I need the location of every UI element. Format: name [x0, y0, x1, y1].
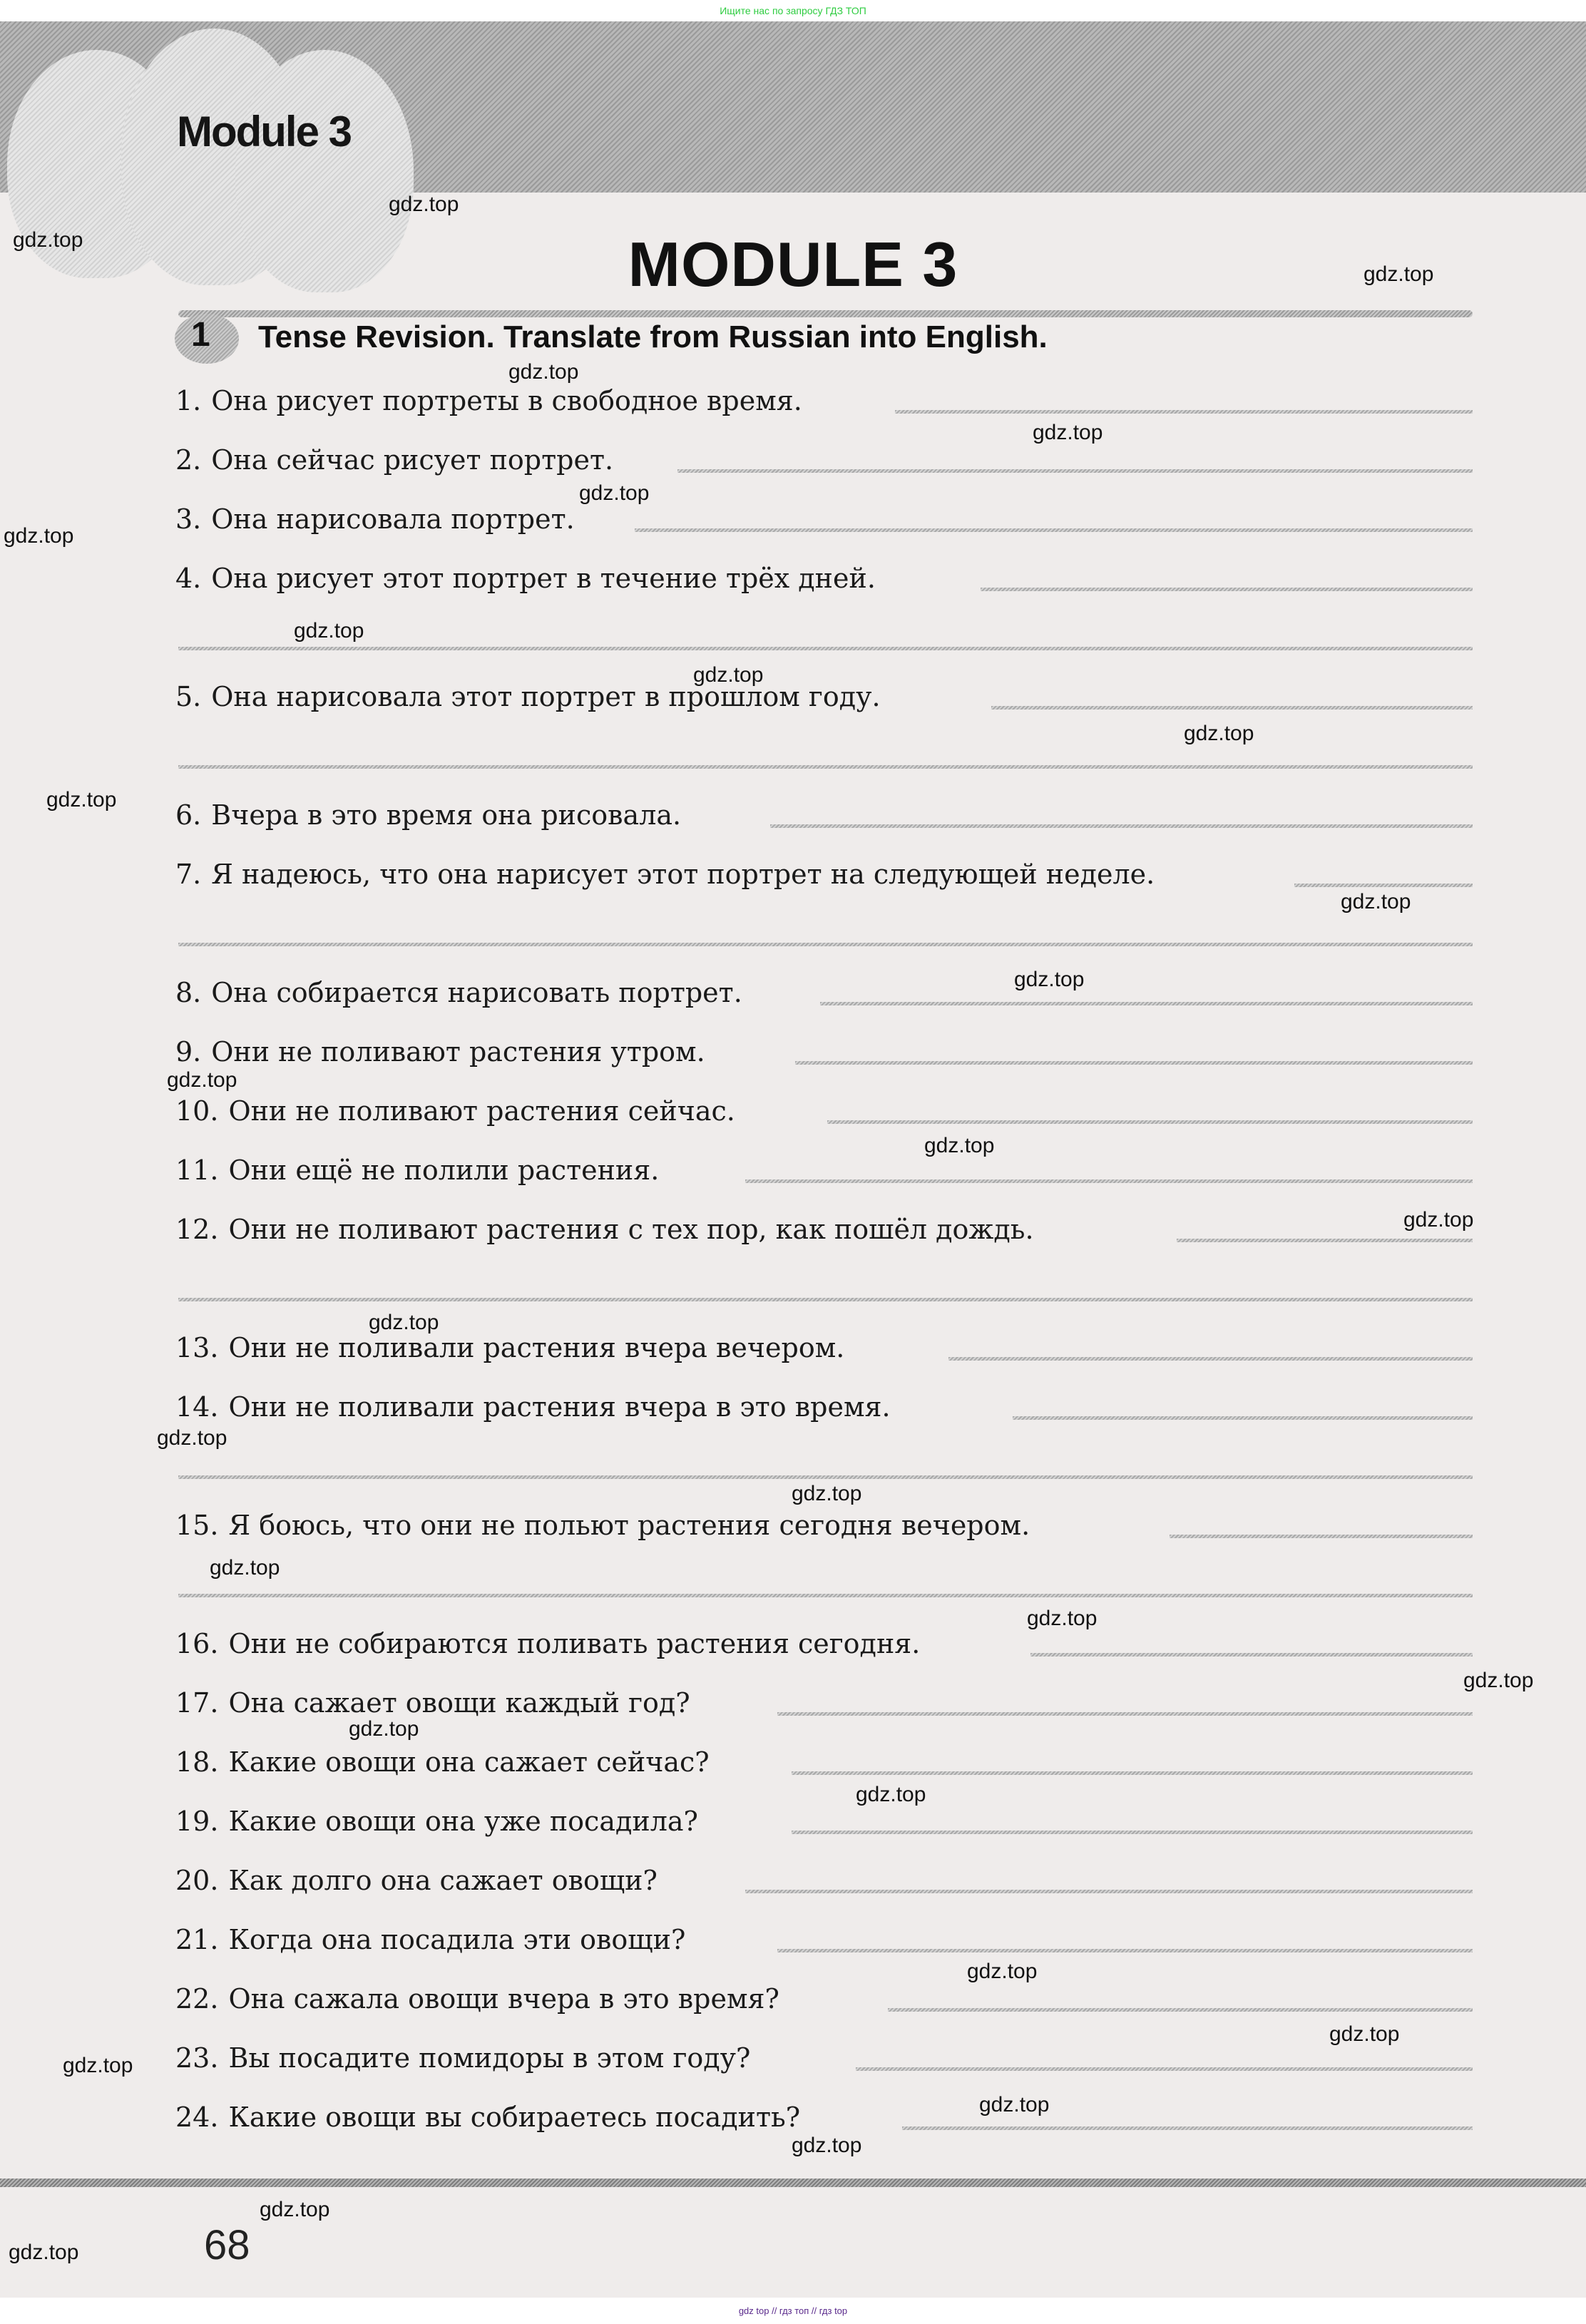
answer-line[interactable]	[792, 1771, 1473, 1775]
watermark: gdz.top	[389, 193, 459, 216]
item-text: Она собирается нарисовать портрет.	[211, 977, 742, 1008]
watermark: gdz.top	[157, 1426, 227, 1450]
watermark: gdz.top	[260, 2198, 330, 2221]
exercise-item: 2. Она сейчас рисует портрет.	[175, 444, 614, 476]
exercise-item: 14. Они не поливали растения вчера в это время.	[175, 1391, 891, 1423]
answer-line[interactable]	[770, 824, 1473, 828]
exercise-item: 13. Они не поливали растения вчера вечером.	[175, 1332, 845, 1363]
exercise-item: 12. Они не поливают растения с тех пор, как пошёл дождь.	[175, 1214, 1034, 1245]
answer-line[interactable]	[1177, 1239, 1473, 1242]
answer-line[interactable]	[635, 528, 1473, 532]
item-text: Она нарисовала портрет.	[211, 503, 575, 535]
item-text: Они не поливали растения вчера в это время.	[228, 1391, 891, 1423]
exercise-item: 9. Они не поливают растения утром.	[175, 1036, 705, 1068]
watermark: gdz.top	[1027, 1607, 1098, 1630]
exercise-item: 18. Какие овощи она сажает сейчас?	[175, 1746, 710, 1778]
answer-line[interactable]	[1294, 884, 1473, 887]
watermark: gdz.top	[1463, 1669, 1534, 1692]
watermark: gdz.top	[46, 788, 117, 812]
exercise-item: 7. Я надеюсь, что она нарисует этот портрет на следующей неделе.	[175, 859, 1155, 890]
exercise-item: 1. Она рисует портреты в свободное время.	[175, 385, 802, 416]
exercise-item: 3. Она нарисовала портрет.	[175, 503, 575, 535]
exercise-item: 19. Какие овощи она уже посадила?	[175, 1806, 698, 1837]
item-text: Какие овощи она сажает сейчас?	[228, 1746, 710, 1778]
answer-line[interactable]	[745, 1179, 1473, 1183]
item-text: Какие овощи она уже посадила?	[228, 1806, 698, 1837]
watermark: gdz.top	[13, 228, 83, 252]
watermark: gdz.top	[856, 1783, 926, 1806]
page-number: 68	[204, 2222, 250, 2268]
watermark: gdz.top	[967, 1960, 1038, 1983]
answer-line[interactable]	[948, 1357, 1473, 1361]
footer-banner: gdz top // гдз топ // гдз top	[738, 2305, 848, 2316]
watermark: gdz.top	[9, 2241, 79, 2264]
answer-line[interactable]	[856, 2067, 1473, 2071]
page-title: MODULE 3	[628, 229, 958, 300]
watermark: gdz.top	[63, 2054, 133, 2077]
exercise-item: 20. Как долго она сажает овощи?	[175, 1865, 658, 1896]
answer-line[interactable]	[178, 1298, 1473, 1301]
answer-line[interactable]	[178, 1475, 1473, 1479]
exercise-item: 5. Она нарисовала этот портрет в прошлом году.	[175, 681, 881, 712]
watermark: gdz.top	[167, 1068, 237, 1092]
answer-line[interactable]	[178, 943, 1473, 946]
item-text: Вчера в это время она рисовала.	[211, 799, 682, 831]
header-band	[0, 21, 1586, 193]
answer-line[interactable]	[178, 1594, 1473, 1597]
watermark: gdz.top	[924, 1134, 995, 1157]
watermark: gdz.top	[369, 1311, 439, 1334]
exercise-item: 16. Они не собираются поливать растения сегодня.	[175, 1628, 921, 1659]
answer-line[interactable]	[777, 1712, 1473, 1716]
item-text: Они не поливали растения вчера вечером.	[228, 1332, 845, 1363]
exercise-divider	[178, 310, 1473, 317]
exercise-item: 10. Они не поливают растения сейчас.	[175, 1095, 735, 1127]
watermark: gdz.top	[210, 1556, 280, 1580]
item-text: Она сейчас рисует портрет.	[211, 444, 614, 476]
answer-line[interactable]	[745, 1890, 1473, 1893]
watermark: gdz.top	[693, 663, 764, 687]
exercise-item: 4. Она рисует этот портрет в течение трёх дней.	[175, 563, 876, 594]
item-text: Они не поливают растения с тех пор, как пошёл дождь.	[228, 1214, 1034, 1245]
watermark: gdz.top	[508, 360, 579, 384]
answer-line[interactable]	[777, 1949, 1473, 1952]
answer-line[interactable]	[902, 2126, 1473, 2130]
exercise-item: 15. Я боюсь, что они не польют растения сегодня вечером.	[175, 1510, 1030, 1541]
watermark: gdz.top	[1403, 1208, 1474, 1232]
item-text: Они не собираются поливать растения сегодня.	[228, 1628, 921, 1659]
watermark: gdz.top	[1364, 262, 1434, 286]
answer-line[interactable]	[895, 410, 1473, 414]
item-text: Я боюсь, что они не польют растения сегодня вечером.	[228, 1510, 1030, 1541]
exercise-item: 17. Она сажает овощи каждый год?	[175, 1687, 690, 1719]
item-text: Вы посадите помидоры в этом году?	[228, 2042, 751, 2074]
exercise-item: 21. Когда она посадила эти овощи?	[175, 1924, 686, 1955]
answer-line[interactable]	[792, 1831, 1473, 1834]
answer-line[interactable]	[1170, 1535, 1473, 1538]
answer-line[interactable]	[178, 765, 1473, 769]
exercise-item: 24. Какие овощи вы собираетесь посадить?	[175, 2102, 801, 2133]
watermark: gdz.top	[979, 2093, 1050, 2116]
watermark: gdz.top	[792, 2134, 862, 2157]
answer-line[interactable]	[827, 1120, 1473, 1124]
item-text: Они не поливают растения сейчас.	[228, 1095, 735, 1127]
item-text: Как долго она сажает овощи?	[228, 1865, 658, 1896]
answer-line[interactable]	[888, 2008, 1473, 2012]
watermark: gdz.top	[294, 619, 364, 643]
watermark: gdz.top	[1329, 2022, 1400, 2046]
item-text: Я надеюсь, что она нарисует этот портрет на следующей неделе.	[211, 859, 1155, 890]
footer-divider	[0, 2179, 1586, 2187]
exercise-item: 11. Они ещё не полили растения.	[175, 1155, 660, 1186]
watermark: gdz.top	[1184, 722, 1254, 745]
watermark: gdz.top	[1014, 968, 1085, 991]
watermark: gdz.top	[792, 1482, 862, 1505]
watermark: gdz.top	[4, 524, 74, 548]
exercise-instruction: Tense Revision. Translate from Russian into English.	[258, 319, 1048, 354]
exercise-item: 23. Вы посадите помидоры в этом году?	[175, 2042, 751, 2074]
watermark: gdz.top	[349, 1717, 419, 1741]
answer-line[interactable]	[677, 469, 1473, 473]
exercise-number: 1	[191, 316, 210, 354]
answer-line[interactable]	[991, 706, 1473, 710]
answer-line[interactable]	[820, 1002, 1473, 1005]
exercise-item: 6. Вчера в это время она рисовала.	[175, 799, 682, 831]
item-text: Они не поливают растения утром.	[211, 1036, 705, 1068]
answer-line[interactable]	[178, 647, 1473, 650]
watermark: gdz.top	[579, 481, 650, 505]
item-text: Когда она посадила эти овощи?	[228, 1924, 686, 1955]
watermark: gdz.top	[1341, 890, 1411, 913]
workbook-page	[0, 21, 1586, 2298]
top-banner: Ищите нас по запросу ГДЗ ТОП	[720, 5, 866, 16]
answer-line[interactable]	[795, 1061, 1473, 1065]
item-text: Она нарисовала этот портрет в прошлом году.	[211, 681, 881, 712]
item-text: Она сажала овощи вчера в это время?	[228, 1983, 779, 2015]
answer-line[interactable]	[1030, 1653, 1473, 1657]
watermark: gdz.top	[1033, 421, 1103, 444]
item-text: Они ещё не полили растения.	[228, 1155, 660, 1186]
answer-line[interactable]	[1013, 1416, 1473, 1420]
exercise-item: 8. Она собирается нарисовать портрет.	[175, 977, 742, 1008]
answer-line[interactable]	[981, 588, 1473, 591]
item-text: Она рисует этот портрет в течение трёх дней.	[211, 563, 876, 594]
item-text: Она сажает овощи каждый год?	[228, 1687, 690, 1719]
item-text: Какие овощи вы собираетесь посадить?	[228, 2102, 801, 2133]
item-text: Она рисует портреты в свободное время.	[211, 385, 802, 416]
header-module-label: Module 3	[177, 108, 352, 155]
exercise-item: 22. Она сажала овощи вчера в это время?	[175, 1983, 779, 2015]
